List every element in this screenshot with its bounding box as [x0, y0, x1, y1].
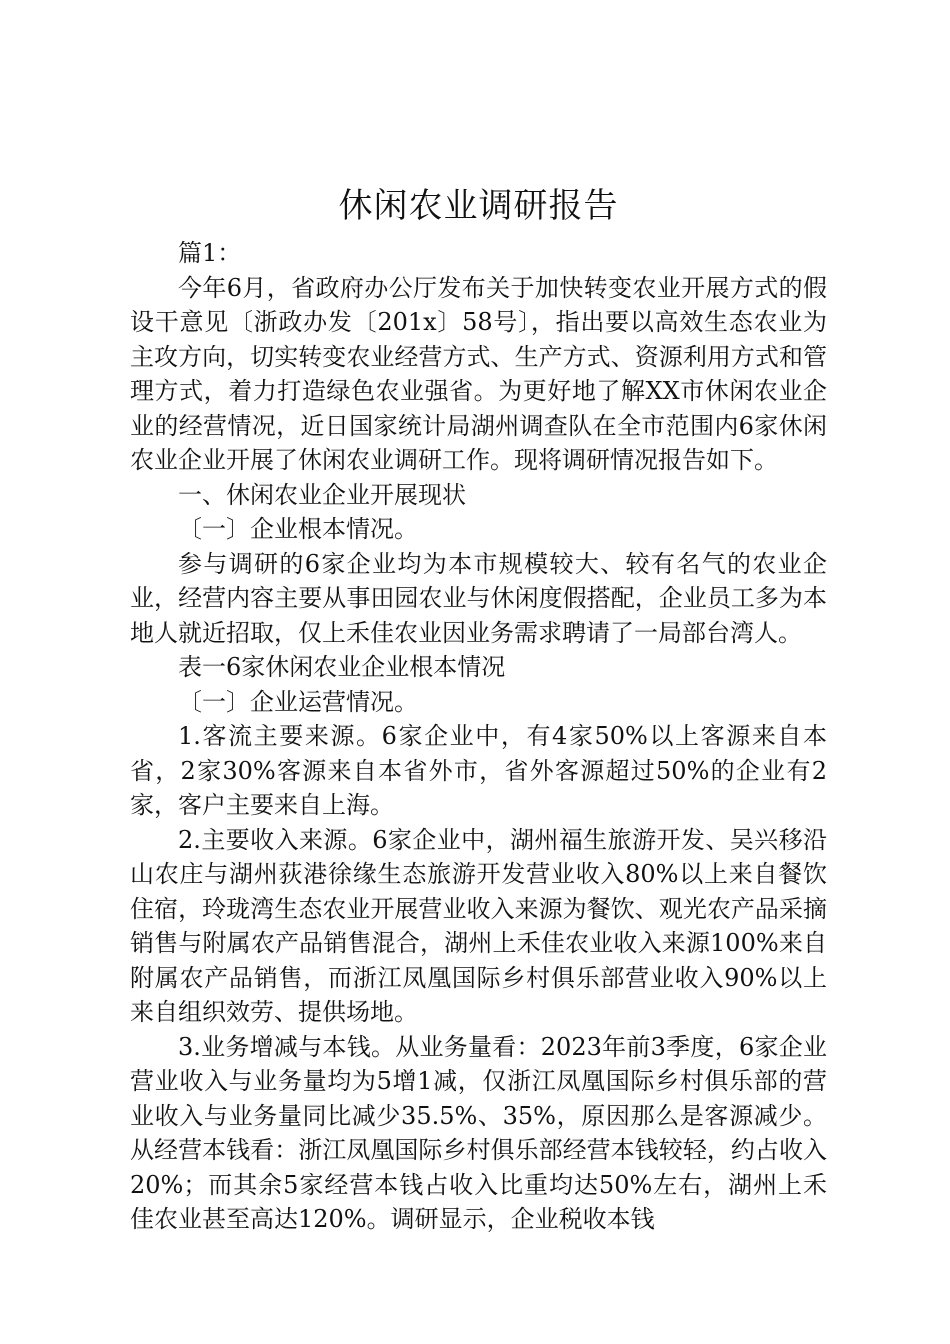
body-paragraph: 1.客流主要来源。6家企业中，有4家50%以上客源来自本省，2家30%客源来自本省外市，省外客源超过50%的企业有2家，客户主要来自上海。 [130, 722, 827, 819]
table-caption: 表一6家休闲农业企业根本情况 [178, 653, 506, 681]
subsection-heading: 〔一〕企业运营情况。 [178, 687, 418, 716]
document-page [130, 180, 827, 1237]
section-heading: 一、休闲农业企业开展现状 [178, 480, 466, 509]
intro-paragraph: 今年6月，省政府办公厅发布关于加快转变农业开展方式的假设干意见〔浙政办发〔201x〕58号〕，指出要以高效生态农业为主攻方向，切实转变农业经营方式、生产方式、资源利用方式和管理方式，着力打造绿色农业强省。为更好地了解XX市休闲农业企业的经营情况，近日国家统计局湖州调查队在全市范围内6家休闲农业企业开展了休闲农业调研工作。现将调研情况报告如下。 [130, 273, 827, 474]
document-title: 休闲农业调研报告 [338, 186, 619, 226]
body-paragraph: 2.主要收入来源。6家企业中，湖州福生旅游开发、吴兴移沿山农庄与湖州荻港徐缘生态旅游开发营业收入80%以上来自餐饮住宿，玲珑湾生态农业开展营业收入来源为餐饮、观光农产品采摘销售与附属农产品销售混合，湖州上禾佳农业收入来源100%来自附属农产品销售，而浙江凤凰国际乡村俱乐部营业收入90%以上来自组织效劳、提供场地。 [130, 825, 827, 1026]
body-paragraph: 参与调研的6家企业均为本市规模较大、较有名气的农业企业，经营内容主要从事田园农业与休闲度假搭配，企业员工多为本地人就近招取，仅上禾佳农业因业务需求聘请了一局部台湾人。 [130, 549, 827, 647]
subsection-heading: 〔一〕企业根本情况。 [178, 515, 418, 543]
body-paragraph: 3.业务增减与本钱。从业务量看：2023年前3季度，6家企业营业收入与业务量均为5增1减，仅浙江凤凰国际乡村俱乐部的营业收入与业务量同比减少35.5%、35%，原因那么是客源减少。从经营本钱看：浙江凤凰国际乡村俱乐部经营本钱较轻，约占收入20%；而其余5家经营本钱占收入比重均达50%左右，湖州上禾佳农业甚至高达120%。调研显示，企业税收本钱 [130, 1032, 827, 1233]
section-label: 篇1： [178, 239, 242, 267]
